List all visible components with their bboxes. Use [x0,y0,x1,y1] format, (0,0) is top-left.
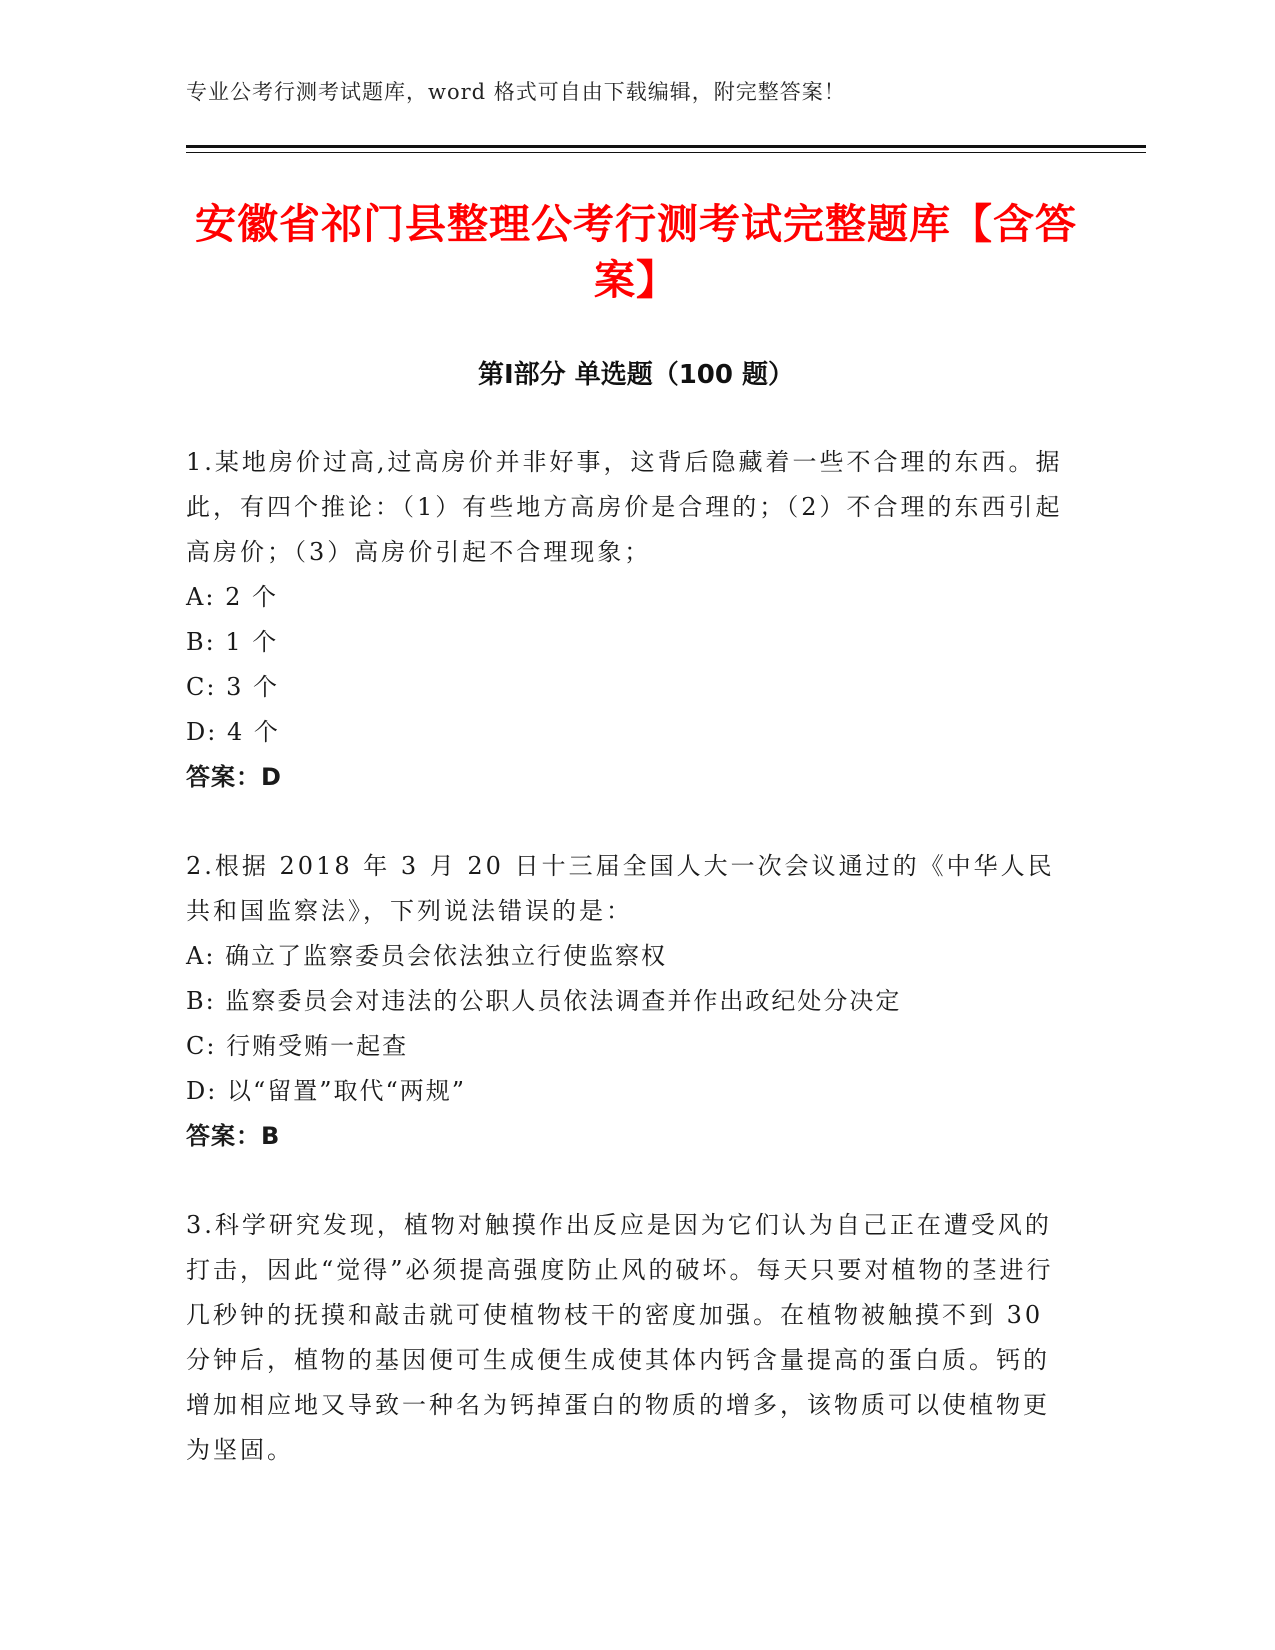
question-2 [186,844,1066,1159]
question-number: 1. [186,448,215,476]
header-rule-thick [186,145,1146,148]
answer-line: 答案：B [186,1122,281,1150]
option-letter: C [186,1032,207,1060]
option-c: C: 3 个 [186,673,279,701]
option-letter: A [186,583,206,611]
option-d: D: 4 个 [186,718,280,746]
question-stem [186,844,1066,934]
question-text: 某地房价过高,过高房价并非好事，这背后隐藏着一些不合理的东西。据此，有四个推论：（1）有些地方高房价是合理的；（2）不合理的东西引起高房价；（3）高房价引起不合理现象； [186,448,1063,566]
option-text: 4 个 [226,718,280,746]
question-3 [186,1203,1066,1473]
header-note: 专业公考行测考试题库，word 格式可自由下载编辑，附完整答案！ [186,80,846,104]
option-b: B: 1 个 [186,628,279,656]
option-a: A: 2 个 [186,583,278,611]
question-text: 科学研究发现，植物对触摸作出反应是因为它们认为自己正在遭受风的打击，因此“觉得”必须提高强度防止风的破坏。每天只要对植物的茎进行几秒钟的抚摸和敲击就可使植物枝干的密度加强。在植物被触摸不到 30 分钟后，植物的基因便可生成便生成使其体内钙含量提高的蛋白质。钙的增加相应地又导致一种名为钙掉蛋白的物质的增多，该物质可以使植物更为坚固。 [186,1211,1054,1464]
option-text: 2 个 [225,583,278,611]
option-letter: D [186,718,208,746]
option-text: 确立了监察委员会依法独立行使监察权 [225,942,668,970]
question-number: 2. [186,852,215,880]
option-d: D: 以“留置”取代“两规” [186,1077,467,1105]
option-text: 监察委员会对违法的公职人员依法调查并作出政纪处分决定 [225,987,902,1015]
document-title: 安徽省祁门县整理公考行测考试完整题库【含答案】 [195,200,1077,304]
answer-line: 答案：D [186,763,282,791]
option-letter: B [186,628,206,656]
option-letter: A [186,942,206,970]
question-list [186,440,1066,1517]
section-title: 第Ⅰ部分 单选题（100 题） [477,360,795,390]
option-letter: C [186,673,207,701]
question-1 [186,440,1066,800]
header-rule-thin [186,152,1146,153]
option-a: A: 确立了监察委员会依法独立行使监察权 [186,942,668,970]
option-b: B: 监察委员会对违法的公职人员依法调查并作出政纪处分决定 [186,987,902,1015]
question-number: 3. [186,1211,215,1239]
question-text: 根据 2018 年 3 月 20 日十三届全国人大一次会议通过的《中华人民共和国监察法》，下列说法错误的是： [186,852,1055,925]
option-text: 1 个 [225,628,279,656]
option-text: 以“留置”取代“两规” [226,1077,467,1105]
option-letter: B [186,987,206,1015]
option-text: 行贿受贿一起查 [226,1032,409,1060]
option-letter: D [186,1077,208,1105]
question-stem [186,440,1066,575]
option-text: 3 个 [226,673,279,701]
option-c: C: 行贿受贿一起查 [186,1032,409,1060]
question-stem [186,1203,1066,1473]
